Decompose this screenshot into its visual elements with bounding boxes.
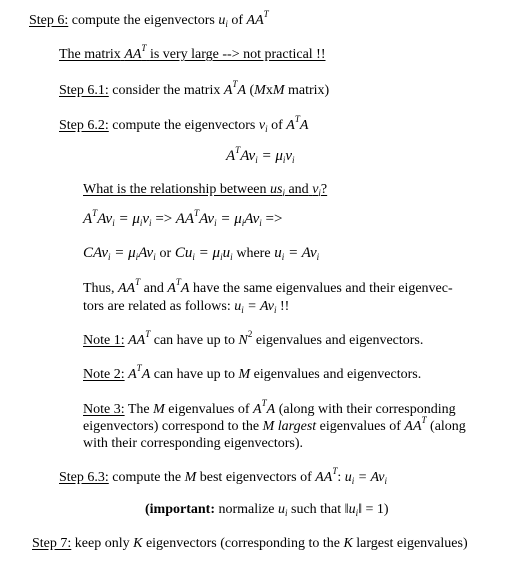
step7-heading: Step 7: keep only K eigenvectors (corresponding to the K largest eigenvalues) — [32, 536, 468, 551]
important-text: normalize — [218, 502, 275, 517]
thus-line1: Thus, $AA^T$ and $A^TA$ have the same eigenvalues and their eigenvec- — [83, 277, 453, 296]
step6-2-label: Step 6.2: — [59, 118, 109, 133]
step6-math: $u_i$ — [218, 13, 228, 29]
step6-3-text2: best eigenvectors of — [199, 470, 312, 485]
step6-note — [59, 43, 326, 63]
step6-1-math: $A^TA$ — [223, 79, 246, 98]
note3-line3 — [83, 435, 303, 452]
step6-2-of: of — [271, 118, 283, 133]
relationship-text: What is the relationship between — [83, 182, 267, 197]
step6-1-paren: (MxM matrix) — [249, 83, 330, 98]
note1: Note 1: $AA^T$ can have up to $N^2$ eigenvalues and eigenvectors. — [83, 329, 424, 348]
step6-3-label: Step 6.3: — [59, 470, 109, 485]
note3-label: Note 3: — [83, 402, 125, 417]
thus-line2: tors are related as follows: $u_i = Av_i$ !! — [83, 299, 290, 315]
relationship-and: and — [288, 182, 309, 197]
thus-line2-text: tors are related as follows: — [83, 299, 231, 314]
step7-label: Step 7: — [32, 536, 72, 551]
note3-largest: largest — [277, 419, 317, 434]
step6-note-text1: The matrix — [59, 47, 121, 62]
note3-line1: Note 3: The M eigenvalues of $A^TA$ (along with their corresponding — [83, 398, 456, 417]
note3-line2: eigenvectors) correspond to the M largest eigenvalues of $AA^T$ (along — [83, 415, 466, 434]
eigen-equation: $A^TAv_i = \mu_iv_i$ — [226, 145, 295, 165]
note2: Note 2: $A^TA$ can have up to M eigenvalues and eigenvectors. — [83, 363, 422, 382]
step6-3-text1: compute the — [112, 470, 182, 485]
step6-1-text: consider the matrix — [112, 83, 221, 98]
step6-heading: Step 6: compute the eigenvectors $u_i$ of $AA^T$ — [29, 9, 269, 29]
important-label: (important: — [145, 502, 215, 517]
or-word: or — [159, 246, 172, 261]
step6-1-heading — [59, 79, 330, 99]
derivation-line2: $CAv_i = \mu_iAv_i$ or $Cu_i = \mu_iu_i$ where $u_i = Av_i$ — [83, 245, 320, 262]
important-note: (important: normalize $u_i$ such that $‖u_i‖ = 1$) — [145, 502, 389, 518]
note1-text2: eigenvalues and eigenvectors. — [255, 333, 424, 348]
step6-math-aat: $AA^T$ — [246, 9, 269, 28]
note1-label: Note 1: — [83, 333, 125, 348]
note3-text1: The — [127, 402, 150, 417]
thus-text: have the same eigenvalues and their eigenvec- — [192, 281, 453, 296]
step6-note-math: $AA^T$ — [124, 43, 147, 62]
step7-text2: eigenvectors (corresponding to the — [145, 536, 340, 551]
step7-text3: largest eigenvalues) — [356, 536, 468, 551]
note1-text: can have up to — [153, 333, 235, 348]
note3-line3-text: with their corresponding eigenvectors). — [83, 436, 304, 451]
note3-line2d: (along — [430, 419, 466, 434]
step6-2-text: compute the eigenvectors — [112, 118, 256, 133]
note3-line2a: eigenvectors) correspond to the — [83, 419, 260, 434]
thus-word: Thus, — [83, 281, 115, 296]
where-word: where — [236, 246, 271, 261]
step6-1-label: Step 6.1: — [59, 83, 109, 98]
note3-text3: (along with their corresponding — [278, 402, 456, 417]
note3-text2: eigenvalues of — [168, 402, 250, 417]
step6-2-heading — [59, 114, 309, 134]
step6-label: Step 6: — [29, 13, 69, 28]
derivation-line1: $A^TAv_i = \mu_iv_i => AA^TAv_i = \mu_iAv_i$ => — [83, 208, 283, 228]
important-text2: such that — [291, 502, 342, 517]
note2-text2: eigenvalues and eigenvectors. — [253, 367, 422, 382]
note2-label: Note 2: — [83, 367, 125, 382]
step6-text: compute the eigenvectors — [71, 13, 215, 28]
note2-text: can have up to — [153, 367, 235, 382]
thus-and: and — [143, 281, 164, 296]
step6-2-math-ata: $A^TA$ — [286, 114, 309, 133]
note3-line2c: eigenvalues of — [319, 419, 401, 434]
step6-3-heading: Step 6.3: compute the M best eigenvectors of $AA^T$: $u_i = Av_i$ — [59, 466, 387, 486]
relationship-question: What is the relationship between $us_i$ and $v_i$? — [83, 182, 328, 198]
step6-note-text2: is very large --> not practical !! — [149, 47, 326, 62]
step6-2-math: $v_i$ — [258, 118, 268, 134]
step7-text1: keep only — [74, 536, 130, 551]
